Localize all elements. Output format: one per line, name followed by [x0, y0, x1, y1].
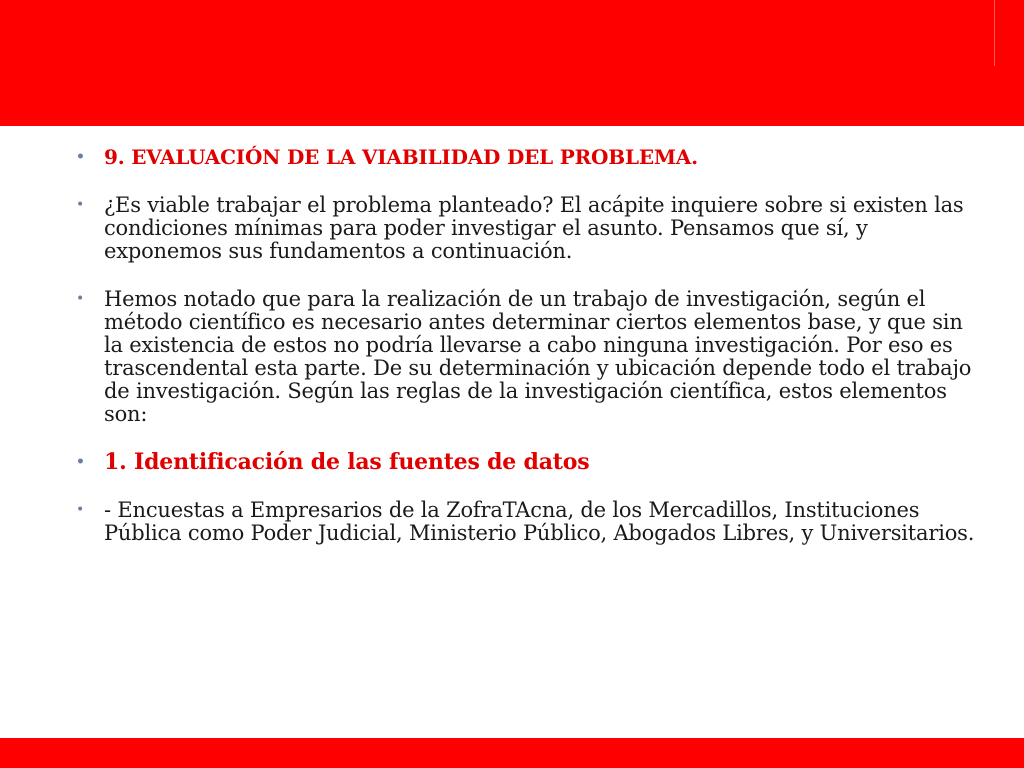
bottom-banner	[0, 738, 1024, 768]
bullet-dot-icon: •	[76, 454, 85, 470]
bullet-text: - Encuestas a Empresarios de la ZofraTAcna, de los Mercadillos, Instituciones Pública como Poder Judicial, Ministerio Público, Abogados Libres, y Universitarios.	[104, 498, 975, 545]
bullet-item-section-title	[76, 146, 976, 169]
bullet-item-question	[76, 194, 976, 263]
bullet-dot-icon: •	[76, 149, 85, 165]
bullet-dot-icon: •	[76, 197, 85, 213]
bullet-dot-icon: •	[76, 502, 85, 518]
section-title: 9. EVALUACIÓN DE LA VIABILIDAD DEL PROBLEMA.	[104, 145, 698, 169]
bullet-item-surveys	[76, 499, 976, 545]
top-banner	[0, 0, 1024, 126]
bullet-item-explanation	[76, 288, 976, 426]
bullet-item-subheading	[76, 451, 976, 474]
bullet-text: ¿Es viable trabajar el problema planteado? El acápite inquiere sobre si existen las condiciones mínimas para poder investigar el asunto. Pensamos que sí, y exponemos sus fundamentos a continuación.	[104, 193, 964, 263]
slide-content	[76, 146, 976, 570]
bullet-text: Hemos notado que para la realización de un trabajo de investigación, según el método científico es necesario antes determinar ciertos elementos base, y que sin la existencia de estos no podría llevarse a cabo ninguna investigación. Por eso es trascendental esta parte. De su determinación y ubicación depende todo el trabajo de investigación. Según las reglas de la investigación científica, estos elementos son:	[104, 287, 972, 426]
bullet-dot-icon: •	[76, 291, 85, 307]
subheading-text: 1. Identificación de las fuentes de datos	[104, 449, 590, 475]
banner-divider	[994, 0, 995, 66]
bullet-list	[76, 146, 976, 545]
